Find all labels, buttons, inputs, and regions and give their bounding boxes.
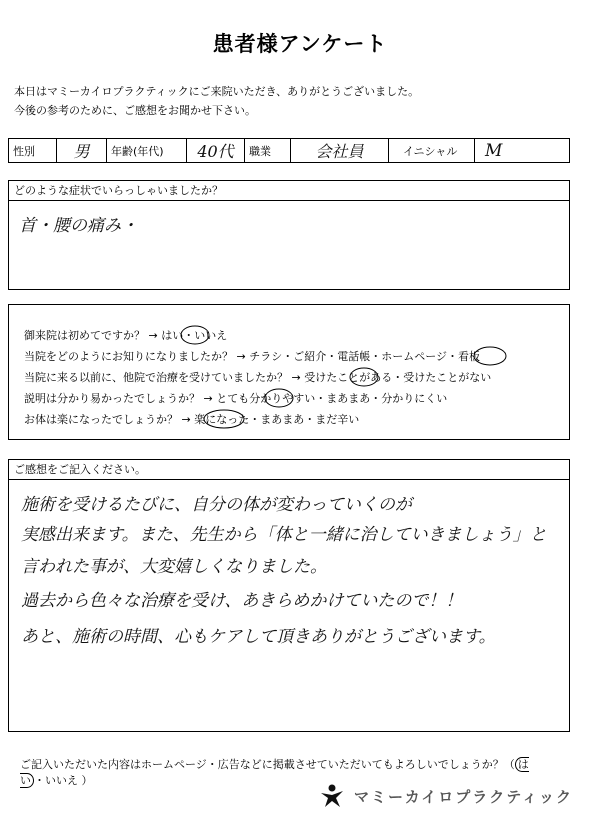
question-options[interactable]: → はい・いいえ <box>148 329 228 342</box>
gender-label: 性別 <box>9 139 57 162</box>
questions-box <box>8 304 570 440</box>
clinic-logo <box>318 783 573 809</box>
logo-text: マミーカイロプラクティック <box>354 787 574 806</box>
circle-yes <box>181 326 209 344</box>
question-options[interactable]: → 受けたことがある・受けたことがない <box>291 371 492 384</box>
figure-logo-icon <box>318 783 346 809</box>
question-text: 当院に来る以前に、他院で治療を受けていましたか？ <box>24 371 288 384</box>
comment-line-2[interactable]: 実感出来ます。また、先生から「体と一緒に治していきましょう」と <box>21 525 547 545</box>
comment-line-5[interactable]: あと、施術の時間、心もケアして頂きありがとうございます。 <box>21 627 496 647</box>
comments-heading: ご感想をご記入ください。 <box>9 460 569 480</box>
question-text: 当院をどのようにお知りになりましたか？ <box>24 350 233 363</box>
comment-line-3[interactable]: 言われた事が、大変嬉しくなりました。 <box>21 557 327 577</box>
circle-received <box>350 368 378 386</box>
age-label: 年齢(年代) <box>107 139 187 162</box>
circle-easy <box>265 389 293 407</box>
answer-circles <box>9 305 569 439</box>
circle-signboard <box>474 347 506 365</box>
consent-question: ご記入いただいた内容はホームページ・広告などに掲載させていただいてもよろしいでしょうか？（ <box>20 758 515 771</box>
symptoms-question: どのような症状でいらっしゃいましたか？ <box>9 181 569 201</box>
intro-line-1: 本日はマミーカイロプラクティックにご来院いただき、ありがとうございました。 <box>14 85 420 98</box>
question-text: お体は楽になったでしょうか？ <box>24 413 178 426</box>
consent-rest[interactable]: ・いいえ ） <box>34 774 93 787</box>
gender-value[interactable]: 男 <box>57 139 107 162</box>
initial-value[interactable]: M <box>485 140 503 161</box>
question-options[interactable]: → 楽になった・まあまあ・まだ辛い <box>181 413 360 426</box>
info-row <box>8 138 570 163</box>
consent-yes[interactable]: はい <box>20 758 529 787</box>
job-label: 職業 <box>245 139 291 162</box>
comments-box <box>8 459 570 732</box>
symptoms-answer[interactable]: 首・腰の痛み・ <box>19 216 138 236</box>
question-options[interactable]: → チラシ・ご紹介・電話帳・ホームページ・看板 <box>236 350 480 363</box>
question-text: 説明は分かり易かったでしょうか？ <box>24 392 200 405</box>
question-options[interactable]: → とても分かりやすい・まあまあ・分かりにくい <box>203 392 448 405</box>
comment-line-1[interactable]: 施術を受けるたびに、自分の体が変わっていくのが <box>21 495 412 515</box>
comment-line-4[interactable]: 過去から色々な治療を受け、あきらめかけていたので！！ <box>21 591 463 611</box>
question-text: 御来院は初めてですか？ <box>24 329 145 342</box>
circle-relief <box>204 410 244 428</box>
age-value[interactable]: 40代 <box>187 139 245 162</box>
symptoms-box <box>8 180 570 290</box>
job-value[interactable]: 会社員 <box>291 139 389 162</box>
page-title: 患者様アンケート <box>212 32 388 56</box>
intro-line-2: 今後の参考のために、ご感想をお聞かせ下さい。 <box>14 104 256 117</box>
initial-label: イニシャル <box>389 139 475 162</box>
